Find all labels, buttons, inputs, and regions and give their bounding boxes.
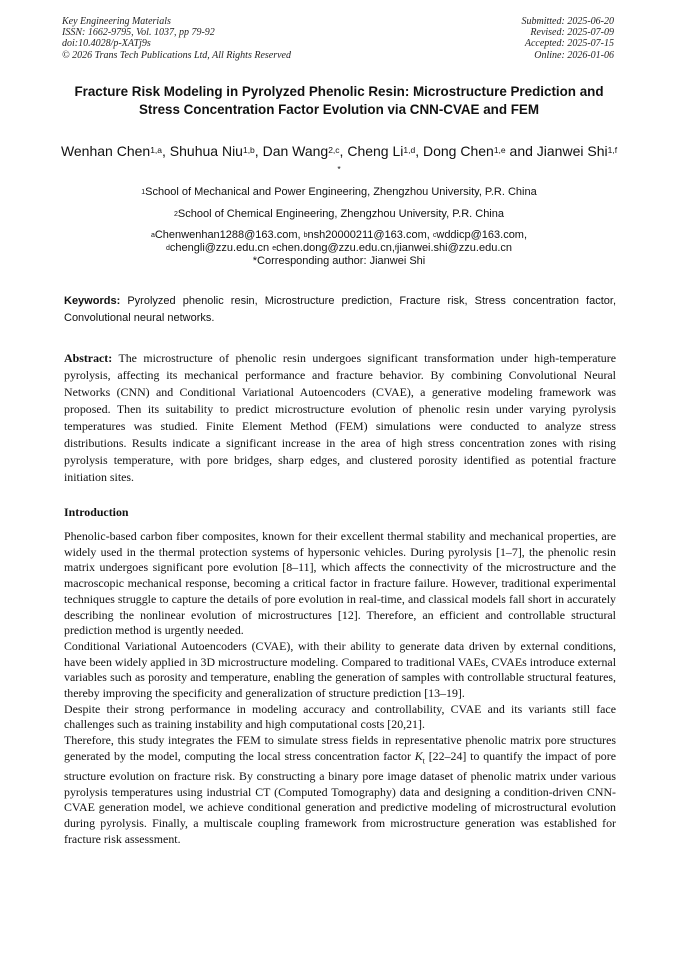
- email-sup: e: [272, 245, 277, 252]
- introduction-body: [64, 529, 616, 847]
- email-sup: c: [432, 232, 437, 239]
- abstract-label: Abstract:: [64, 351, 113, 365]
- kt-symbol: K: [414, 748, 423, 763]
- author-affiliation-sup: 1,d: [403, 145, 416, 155]
- email-link[interactable]: wddicp@163.com: [436, 229, 524, 241]
- journal-name: Key Engineering Materials: [62, 16, 171, 27]
- author-affiliation-sup: 1,f *: [337, 145, 618, 174]
- keywords-label: Keywords:: [64, 295, 121, 307]
- author-separator: ,: [339, 143, 348, 159]
- kt-subscript: t: [422, 756, 425, 766]
- author-name: Jianwei Shi: [536, 143, 608, 159]
- email-link[interactable]: chengli@zzu.edu.cn: [169, 242, 270, 254]
- keywords: [64, 293, 616, 327]
- affiliation-2: [60, 208, 618, 221]
- author-separator: ,: [415, 143, 423, 159]
- abstract: [64, 350, 616, 486]
- author-separator: ,: [254, 143, 263, 159]
- author-list: [60, 142, 618, 179]
- intro-paragraph-1: Phenolic-based carbon fiber composites, known for their excellent thermal stability and mechanical properties, are widely used in the thermal protection systems of hypersonic vehicles. During pyrolysis [1–7], the phenolic resin matrix undergoes significant pore evolution [8–11], which affects the connectivity of the microstructure and the macroscopic mechanical response, becoming a critical factor in fracture failure. However, traditional experimental techniques struggle to capture the details of pore evolution in real-time, and classical models fall short in accurately describing the nonlinear evolution of microstructures [12]. Therefore, an efficient and controllable structural prediction method is urgently needed.: [64, 529, 616, 638]
- copyright-line: © 2026 Trans Tech Publications Ltd, All Rights Reserved: [62, 49, 291, 61]
- stress-factor-symbol: [414, 748, 425, 766]
- issn-line: ISSN: 1662-9795, Vol. 1037, pp 79-92: [62, 27, 215, 39]
- affiliation-2-sup: 2: [173, 211, 178, 218]
- author-affiliation-sup: 1,e: [493, 145, 506, 155]
- author-separator: ,: [162, 143, 170, 159]
- affiliation-1: [60, 186, 618, 199]
- revised-date: Revised: 2025-07-09: [530, 27, 614, 39]
- submitted-date: Submitted: 2025-06-20: [521, 16, 614, 27]
- paper-title: Fracture Risk Modeling in Pyrolyzed Phenolic Resin: Microstructure Prediction and Stress Concentration Factor Evolution via CNN-CVAE and FEM: [74, 84, 604, 117]
- email-list: $^a$Chenwenhan1288@163.com, $^b$nsh20000211@163.com, $^c$wddicp@163.com, $^d$chengli@zzu.edu.cn $^e$chen.dong@zzu.edu.cn,$^f$jianwei.shi@zzu.edu.cn *Corresponding author: Jianwei Shi: [150, 229, 528, 267]
- email-sup: d: [166, 245, 170, 252]
- author-name: Wenhan Chen: [60, 143, 151, 159]
- affiliation-1-sup: 1: [141, 189, 146, 196]
- email-link[interactable]: chen.dong@zzu.edu.cn: [276, 242, 392, 254]
- author-affiliation-sup: 2,c: [328, 145, 340, 155]
- journal-header: [62, 16, 291, 61]
- email-sup: f: [394, 245, 397, 252]
- accepted-date: Accepted: 2025-07-15: [524, 38, 614, 50]
- affiliation-2-text: School of Chemical Engineering, Zhengzhou University, P.R. China: [177, 208, 504, 220]
- affiliation-1-text: School of Mechanical and Power Engineering, Zhengzhou University, P.R. China: [145, 186, 537, 198]
- introduction-heading: Introduction: [64, 505, 129, 519]
- email-sup: a: [150, 232, 155, 239]
- online-date: Online: 2026-01-06: [534, 49, 614, 61]
- author-name: Dong Chen: [422, 143, 494, 159]
- author-name: Shuhua Niu: [169, 143, 243, 159]
- corresponding-author: *Corresponding author: Jianwei Shi: [252, 255, 426, 267]
- author-separator: and: [505, 143, 537, 159]
- email-link[interactable]: nsh20000211@163.com: [307, 229, 427, 241]
- intro-p4-post: [22–24] to quantify the impact of pore structure evolution on fracture risk. By constructing a binary pore image dataset of phenolic matrix under various pyrolysis temperatures using industrial CT (Computed Tomography) data and designing a condition-driven CNN-CVAE generation model, we achieve conditional generation and predictive modeling of microstructural evolution during pyrolysis. Finally, a multiscale coupling framework from microstructure generation was established for fracture risk assessment.: [64, 748, 616, 846]
- doi-line: doi:10.4028/p-XATj9s: [62, 38, 151, 50]
- author-affiliation-sup: 1,b: [242, 145, 255, 155]
- intro-p4-pre: Therefore, this study integrates the FEM to simulate stress fields in representative phenolic matrix pore structures generated by the model, computing the local stress concentration factor: [64, 733, 616, 763]
- intro-paragraph-4: [64, 733, 616, 847]
- author-name: Cheng Li: [347, 143, 404, 159]
- email-link[interactable]: jianwei.shi@zzu.edu.cn: [396, 242, 512, 254]
- intro-paragraph-2: Conditional Variational Autoencoders (CVAE), with their ability to generate data driven by external conditions, have been widely applied in 3D microstructure modeling. Compared to traditional VAEs, CVAEs introduce external variables such as porosity and temperature, enabling the generation of samples with controllable structural features, thereby improving the specificity and generalization of structure prediction [13–19].: [64, 638, 616, 701]
- author-affiliation-sup: 1,a: [150, 145, 163, 155]
- keywords-text: Pyrolyzed phenolic resin, Microstructure prediction, Fracture risk, Stress concentration factor, Convolutional neural networks.: [64, 295, 616, 324]
- dates-header: [522, 16, 615, 61]
- intro-paragraph-3: Despite their strong performance in modeling accuracy and controllability, CVAE and its variants still face challenges such as training instability and high computational costs [20,21].: [64, 701, 616, 732]
- email-sup: b: [303, 232, 308, 239]
- author-name: Dan Wang: [262, 143, 329, 159]
- abstract-text: The microstructure of phenolic resin undergoes significant transformation under high-temperature pyrolysis, affecting its mechanical performance and fracture behavior. By combining Convolutional Neural Networks (CNN) and Conditional Variational Autoencoders (CVAE), a generative modeling framework was proposed. Then its suitability to predict microstructure evolution of phenolic resin under varying pyrolysis temperatures was studied. Finite Element Method (FEM) simulations were conducted to analyze stress distributions. Results indicate a significant increase in the area of high stress concentration zones with rising pyrolysis temperature, with pore bridges, sharp edges, and clustered porosity identified as potential fracture initiation sites.: [64, 351, 616, 484]
- email-link[interactable]: Chenwenhan1288@163.com: [154, 229, 298, 241]
